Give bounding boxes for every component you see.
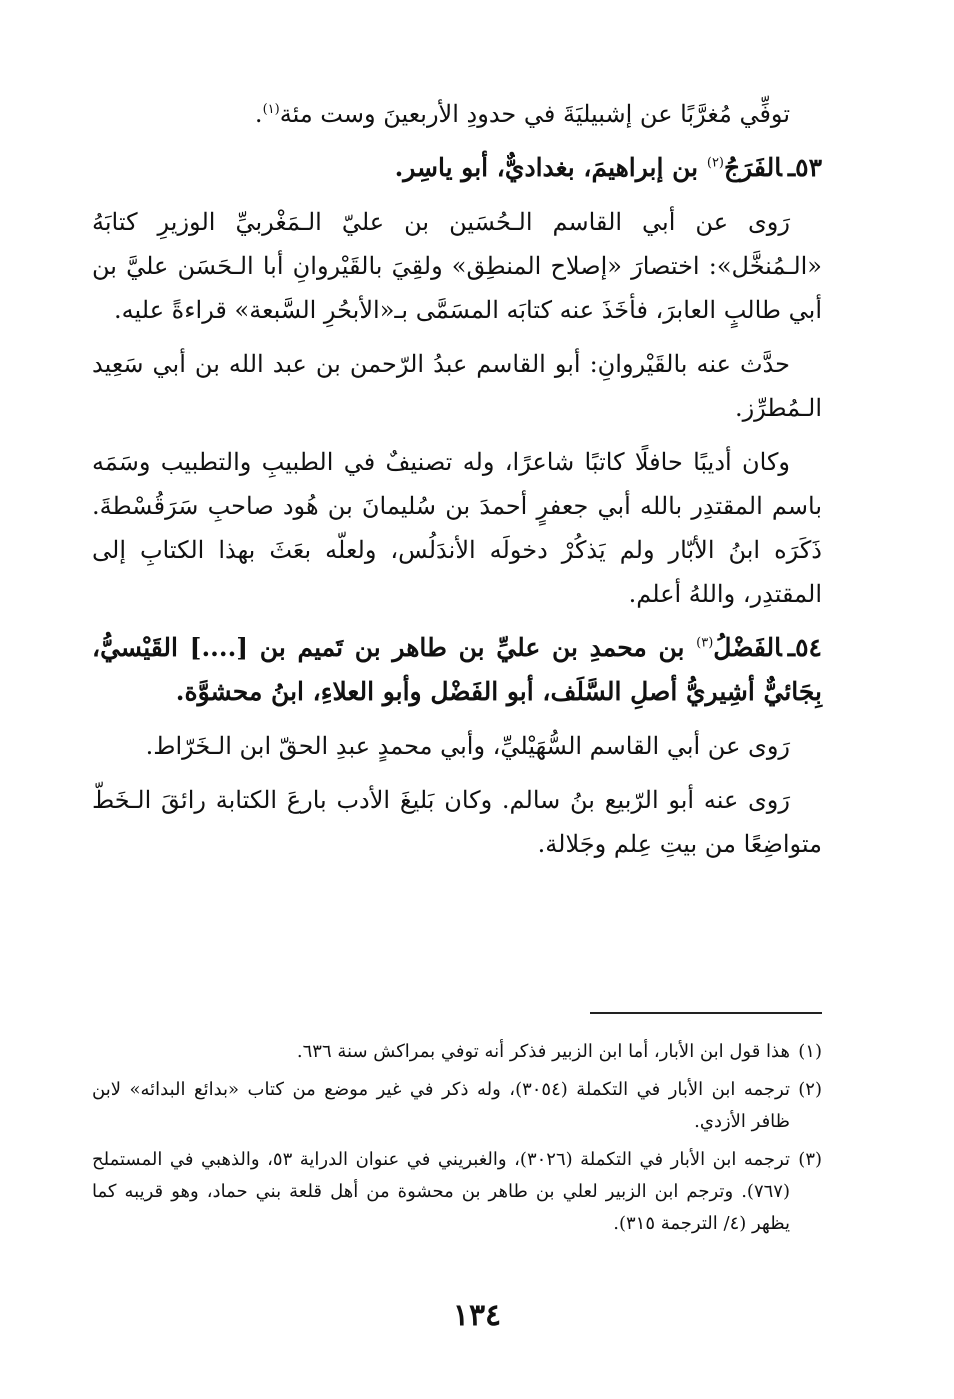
- entry-54-heading: [92, 626, 822, 714]
- paragraph-3: حدَّث عنه بالقَيْروانِ: أبو القاسم عبدُ الرّحمن بن عبد الله بن أبي سَعِيد الـمُطرِّز.: [92, 350, 822, 422]
- paragraph-4: وكان أديبًا حافلًا كاتبًا شاعرًا، وله تصنيفٌ في الطبيبِ والتطبيب وسَمَه باسم المقتدِر بالله أبي جعفرٍ أحمدَ بن سُليمانَ بن هُود صاحبِ سَرَقُسْطةَ. ذَكَرَه ابنُ الأبّار ولم يَذكُرْ دخولَه الأندَلُس، ولعلّه بعَثَ بهذا الكتابِ إلى المقتدِر، واللهُ أعلم.: [92, 448, 822, 608]
- footnote-1-text: هذا قول ابن الأبار، أما ابن الزبير فذكر أنه توفي بمراكش سنة ٦٣٦.: [296, 1041, 790, 1062]
- entry-53-name: الفَرَجُ: [724, 153, 782, 182]
- footnote-2: [92, 1074, 822, 1138]
- footnote-ref-3[interactable]: (٣): [696, 635, 714, 651]
- entry-53-heading: [92, 146, 822, 190]
- footnote-3-number: (٣): [798, 1149, 823, 1170]
- footnote-2-number: (٢): [798, 1079, 822, 1100]
- entry-54-rest: بن محمدِ بن عليِّ بن طاهر بن تَميم بن [....] القَيْسيُّ، بِجَائيٌّ أشِيريُّ أصلِ السَّلَف، أبو الفَضْل وأبو العلاءِ، ابنُ محشوَّة.: [92, 633, 822, 706]
- entry-54-number: ٥٤ـ: [787, 633, 822, 662]
- footnote-ref-2[interactable]: (٢): [706, 155, 724, 171]
- footnote-2-text: ترجمه ابن الأبار في التكملة (٣٠٥٤)، وله ذكر في غير موضع من كتاب «بدائع البدائه» لابن ظافر الأزدي.: [92, 1079, 790, 1132]
- paragraph-5: رَوى عن أبي القاسم السُّهَيْليِّ، وأبي محمدٍ عبدِ الحقّ ابن الـخَرّاط.: [145, 732, 790, 760]
- entry-53-rest: بن إبراهيمَ، بغداديٌّ، أبو ياسِر.: [394, 153, 699, 182]
- paragraph-6: رَوى عنه أبو الرّبيع بنُ سالم. وكان بَليغَ الأدب بارعَ الكتابة رائقَ الـخَطّ متواضِعًا من بيتِ عِلم وجَلالة.: [92, 786, 822, 858]
- paragraph-1-end: .: [254, 100, 263, 128]
- footnote-1: [92, 1036, 822, 1068]
- paragraph-1: [92, 92, 822, 136]
- paragraph-2: رَوى عن أبي القاسم الـحُسَين بن عليّ الـمَغْربيِّ الوزيرِ كتابَهُ «الـمُنخَّل»: اختصارَ «إصلاح المنطِق» ولقِيَ بالقَيْروانِ أبا الـحَسَن عليَّ بن أبي طالبٍ العابرَ، فأخَذَ عنه كتابَه المسَمَّى بـ«الأبحُرِ السَّبعة» قراءةً عليه.: [92, 208, 822, 324]
- footnote-1-number: (١): [798, 1041, 822, 1062]
- entry-54-name: الفَضْلُ: [713, 633, 782, 662]
- paragraph-1-text: توفِّي مُغرَّبًا عن إشبيليَةَ في حدودِ الأربعينَ وست مئة: [279, 100, 790, 128]
- footnote-3: [92, 1144, 822, 1240]
- entry-53-number: ٥٣ـ: [787, 153, 822, 182]
- page-number: ١٣٤: [452, 1298, 502, 1333]
- main-text: [92, 92, 822, 876]
- footnote-ref-1[interactable]: (١): [262, 102, 280, 117]
- footnote-separator: [590, 1012, 822, 1014]
- footnotes: [92, 1036, 822, 1246]
- footnote-3-text: ترجمه ابن الأبار في التكملة (٣٠٢٦)، والغبريني في عنوان الدراية ٥٣، والذهبي في المستملح (٧٦٧). وترجم ابن الزبير لعلي بن طاهر بن محشوة من أهل قلعة بني حماد، وهو قريبه كما يظهر (٤/ الترجمة ٣١٥).: [92, 1149, 791, 1234]
